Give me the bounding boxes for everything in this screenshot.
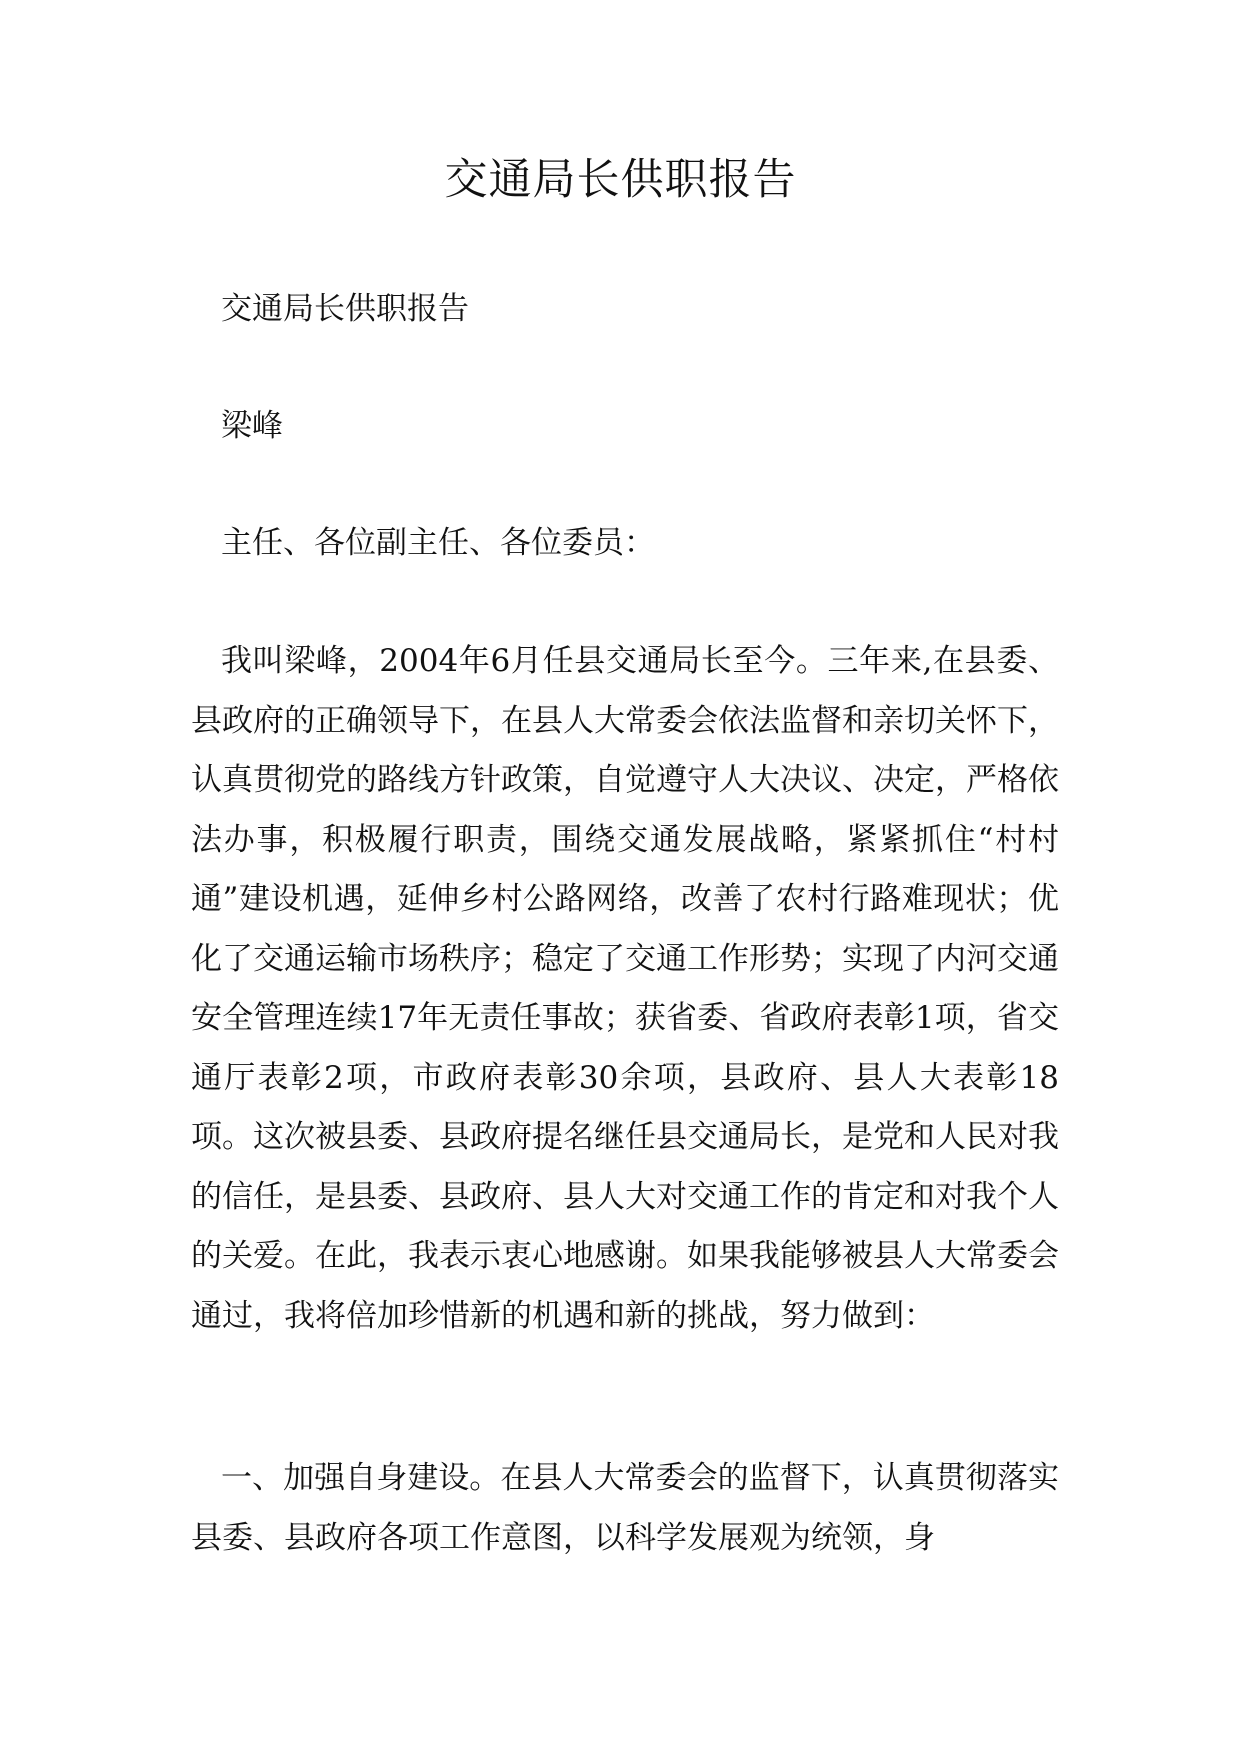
- body-paragraph: 我叫梁峰，2004年6月任县交通局长至今。三年来,在县委、县政府的正确领导下，在县人大常委会依法监督和亲切关怀下，认真贯彻党的路线方针政策，自觉遵守人大决议、决定，严格依法办事，积极履行职责，围绕交通发展战略，紧紧抓住“村村通”建设机遇，延伸乡村公路网络，改善了农村行路难现状；优化了交通运输市场秩序；稳定了交通工作形势；实现了内河交通安全管理连续17年无责任事故；获省委、省政府表彰1项，省交通厅表彰2项，市政府表彰30余项，县政府、县人大表彰18项。这次被县委、县政府提名继任县交通局长，是党和人民对我的信任，是县委、县政府、县人大对交通工作的肯定和对我个人的关爱。在此，我表示衷心地感谢。如果我能够被县人大常委会通过，我将倍加珍惜新的机遇和新的挑战，努力做到：: [191, 643, 1059, 1334]
- document-title: 交通局长供职报告: [444, 155, 797, 205]
- body-paragraph: 一、加强自身建设。在县人大常委会的监督下，认真贯彻落实县委、县政府各项工作意图，以科学发展观为统领，身: [191, 1460, 1059, 1556]
- author-paragraph: 梁峰: [221, 408, 283, 444]
- salutation-paragraph: 主任、各位副主任、各位委员：: [221, 525, 655, 561]
- subtitle-paragraph: 交通局长供职报告: [221, 291, 469, 327]
